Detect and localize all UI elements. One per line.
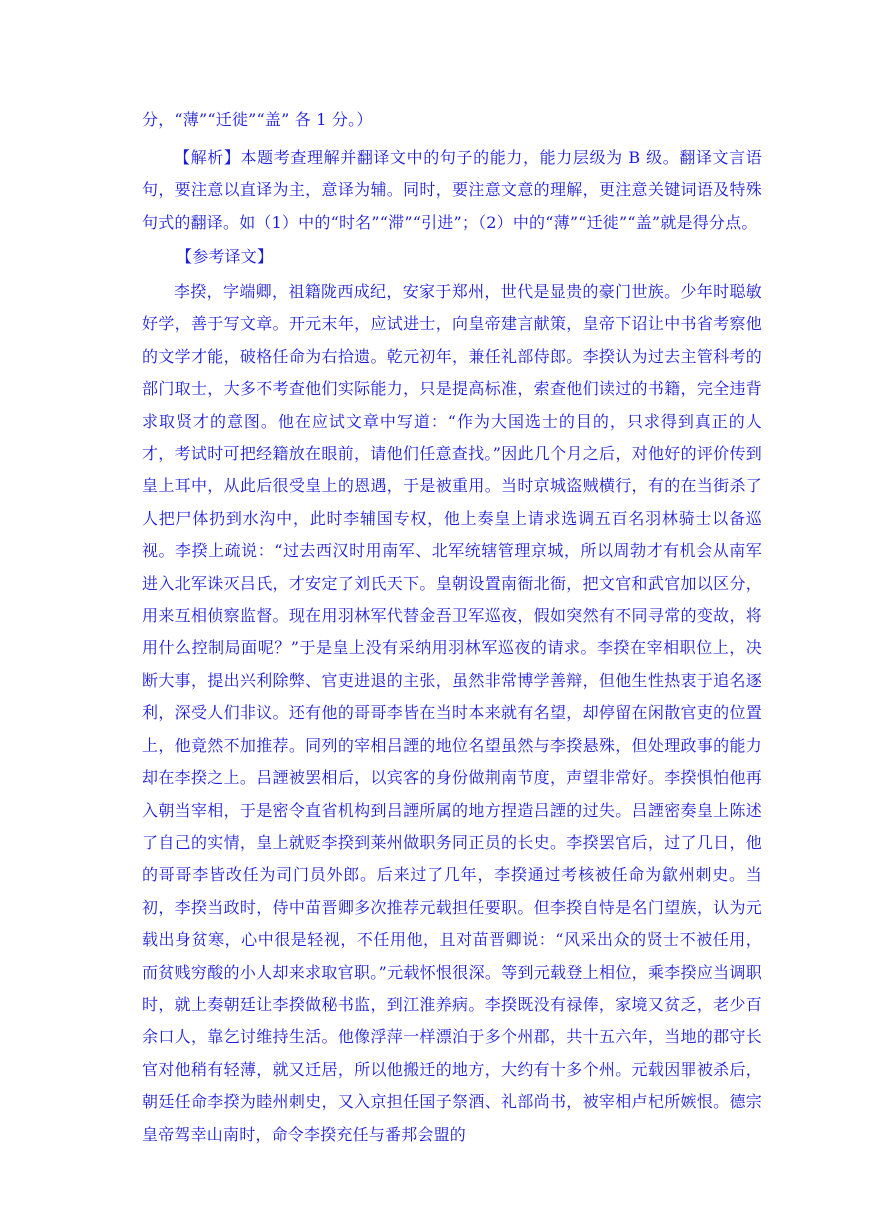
analysis-text: 本题考查理解并翻译文中的句子的能力，能力层级为 B 级。翻译文言语句，要注意以直译为主，意译为辅。同时，要注意文意的理解，更注意关键词语及特殊句式的翻译。如（1）中的“时名”“滞”“引进”；（2）中的“薄”“迁徙”“盖”就是得分点。: [142, 148, 762, 232]
analysis-paragraph: [142, 142, 762, 239]
translation-paragraph: 李揆，字端卿，祖籍陇西成纪，安家于郑州，世代是显贵的豪门世族。少年时聪敏好学，善于写文章。开元末年，应试进士，向皇帝建言献策，皇帝下诏让中书省考察他的文学才能，破格任命为右拾遗。乾元初年，兼任礼部侍郎。李揆认为过去主管科考的部门取士，大多不考查他们实际能力，只是提高标准，索查他们读过的书籍，完全违背求取贤才的意图。他在应试文章中写道：“作为大国选士的目的，只求得到真正的人才，考试时可把经籍放在眼前，请他们任意查找。”因此几个月之后，对他好的评价传到皇上耳中，从此后很受皇上的恩遇，于是被重用。当时京城盗贼横行，有的在当街杀了人把尸体扔到水沟中，此时李辅国专权，他上奏皇上请求选调五百名羽林骑士以备巡视。李揆上疏说：“过去西汉时用南军、北军统辖管理京城，所以周勃才有机会从南军进入北军诛灭吕氏，才安定了刘氏天下。皇朝设置南衙北衙，把文官和武官加以区分，用来互相侦察监督。现在用羽林军代替金吾卫军巡夜，假如突然有不同寻常的变故，将用什么控制局面呢？”于是皇上没有采纳用羽林军巡夜的请求。李揆在宰相职位上，决断大事，提出兴利除弊、官吏进退的主张，虽然非常博学善辩，但他生性热衷于追名逐利，深受人们非议。还有他的哥哥李皆在当时本来就有名望，却停留在闲散官吏的位置上，他竟然不加推荐。同列的宰相吕諲的地位名望虽然与李揆悬殊，但处理政事的能力却在李揆之上。吕諲被罢相后，以宾客的身份做荆南节度，声望非常好。李揆惧怕他再入朝当宰相，于是密令直省机构到吕諲所属的地方捏造吕諲的过失。吕諲密奏皇上陈述了自己的实情，皇上就贬李揆到莱州做职务同正员的长史。李揆罢官后，过了几日，他的哥哥李皆改任为司门员外郎。后来过了几年，李揆通过考核被任命为歙州刺史。当初，李揆当政时，侍中苗晋卿多次推荐元载担任要职。但李揆自恃是名门望族，认为元载出身贫寒，心中很是轻视，不任用他，且对苗晋卿说：“风采出众的贤士不被任用，而贫贱穷酸的小人却来求取官职。”元载怀恨很深。等到元载登上相位，乘李揆应当调职时，就上奏朝廷让李揆做秘书监，到江淮养病。李揆既没有禄俸，家境又贫乏，老少百余口人，靠乞讨维持生活。他像浮萍一样漂泊于多个州郡，共十五六年，当地的郡守长官对他稍有轻薄，就又迁居，所以他搬迁的地方，大约有十多个州。元载因罪被杀后，朝廷任命李揆为睦州刺史，又入京担任国子祭酒、礼部尚书，被宰相卢杞所嫉恨。德宗皇帝驾幸山南时，命令李揆充任与番邦会盟的: [142, 282, 762, 1144]
scoring-note-line: 分，“薄”“迁徙”“盖” 各 1 分。）: [142, 110, 373, 129]
analysis-label: 【解析】: [174, 148, 241, 167]
reference-translation-heading: 【参考译文】: [176, 247, 274, 266]
